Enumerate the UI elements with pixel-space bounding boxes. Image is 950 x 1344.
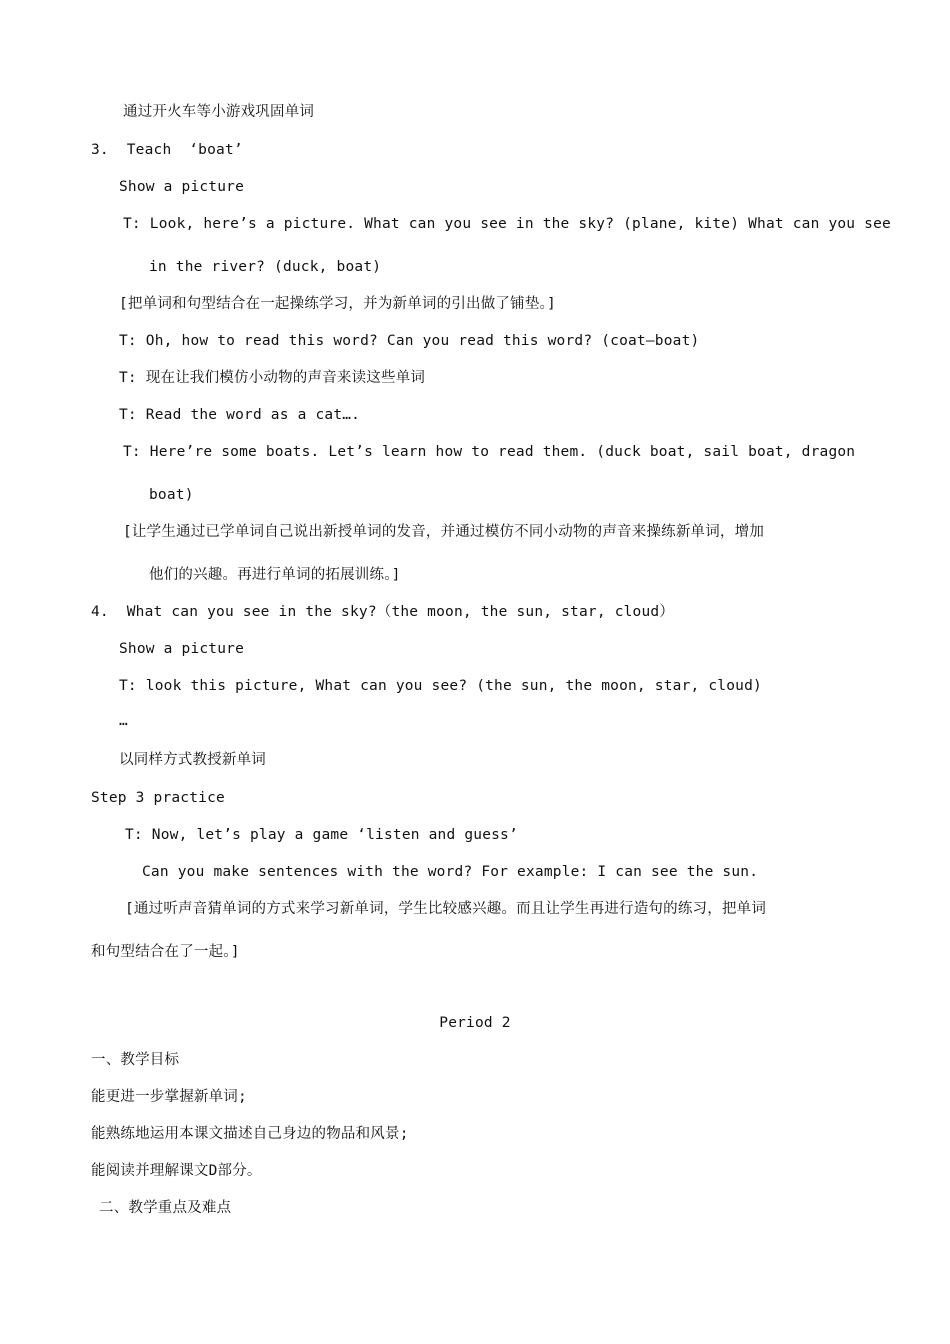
section-heading: 二、教学重点及难点 xyxy=(99,1200,232,1216)
annotation-note: [让学生通过已学单词自己说出新授单词的发音，并通过模仿不同小动物的声音来操练新单词，增加 xyxy=(123,524,765,540)
text-line: 通过开火车等小游戏巩固单词 xyxy=(123,104,315,120)
section-heading: 一、教学目标 xyxy=(91,1052,180,1068)
text-line: T: Here’re some boats. Let’s learn how to read them. (duck boat, sail boat, dragon xyxy=(123,444,856,460)
text-line: 能熟练地运用本课文描述自己身边的物品和风景; xyxy=(91,1126,409,1142)
step-heading: Step 3 practice xyxy=(91,790,225,806)
text-line: boat) xyxy=(149,487,194,503)
text-line: T: Read the word as a cat…. xyxy=(119,407,361,423)
annotation-note: 他们的兴趣。再进行单词的拓展训练。] xyxy=(149,567,401,583)
text-line: 以同样方式教授新单词 xyxy=(119,752,266,768)
section-title: Period 2 xyxy=(439,1015,511,1031)
text-line: Can you make sentences with the word? For example: I can see the sun. xyxy=(142,864,759,880)
text-line: 能阅读并理解课文D部分。 xyxy=(91,1163,262,1179)
annotation-note: [通过听声音猜单词的方式来学习新单词，学生比较感兴趣。而且让学生再进行造句的练习，把单词 xyxy=(125,901,767,917)
text-line: T: Oh, how to read this word? Can you read this word? (coat—boat) xyxy=(119,333,700,349)
text-line: T: 现在让我们模仿小动物的声音来读这些单词 xyxy=(119,370,426,386)
text-line: in the river? (duck, boat) xyxy=(149,259,382,275)
ellipsis: … xyxy=(119,713,128,729)
annotation-note: [把单词和句型结合在一起操练学习，并为新单词的引出做了铺垫。] xyxy=(119,296,556,312)
list-item-4: 4. What can you see in the sky?（the moon, the sun, star, cloud） xyxy=(91,604,675,620)
annotation-note: 和句型结合在了一起。] xyxy=(91,944,240,960)
text-line: Show a picture xyxy=(119,179,245,195)
text-line: T: Look, here’s a picture. What can you see in the sky? (plane, kite) What can you see xyxy=(123,216,891,232)
text-line: T: Now, let’s play a game ‘listen and guess’ xyxy=(125,827,518,843)
list-item-3: 3. Teach ‘boat’ xyxy=(91,142,243,158)
text-line: Show a picture xyxy=(119,641,245,657)
text-line: T: look this picture, What can you see? (the sun, the moon, star, cloud) xyxy=(119,678,762,694)
text-line: 能更进一步掌握新单词; xyxy=(91,1089,247,1105)
